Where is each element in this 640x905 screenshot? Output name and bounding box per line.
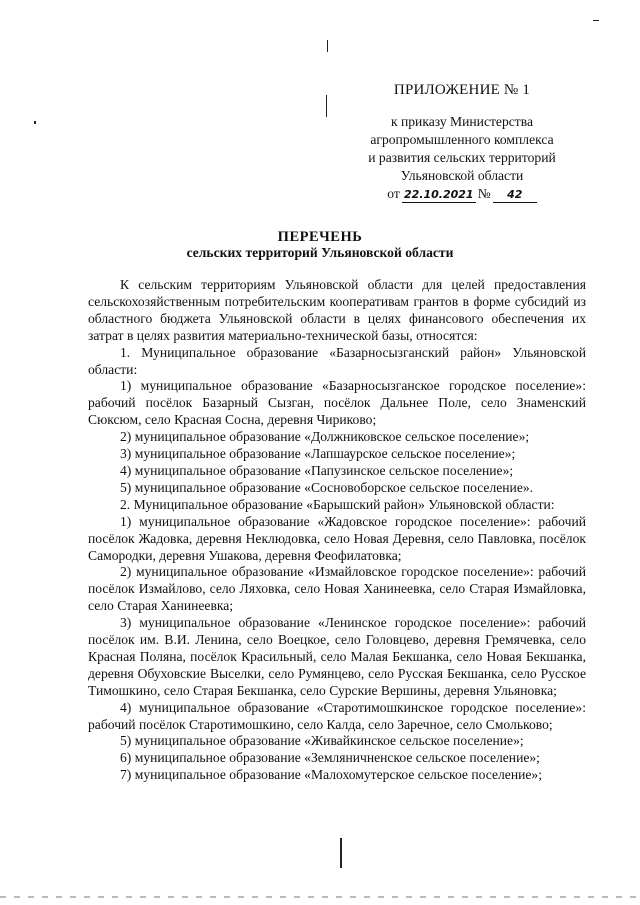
paragraph: 5) муниципальное образование «Живайкинское сельское поселение»; (120, 733, 524, 749)
paragraph: 1. Муниципальное образование «Базарносызганский район» Ульяновской области: (88, 344, 586, 377)
paragraph: 1) муниципальное образование «Жадовское городское поселение»: рабочий посёлок Жадовка, деревня Неклюдовка, село Новая Деревня, село Павловка, посёлок Самородки, деревня Ушакова, деревня Феофилатовка; (88, 513, 586, 563)
handwritten-date: 22.10.2021 (402, 188, 476, 203)
document-body (88, 277, 586, 784)
scan-mark (327, 40, 328, 52)
document-title: ПЕРЕЧЕНЬ (277, 229, 363, 245)
paragraph: 6) муниципальное образование «Земляничненское сельское поселение»; (120, 750, 540, 766)
scan-mark (340, 838, 342, 868)
handwritten-number: 42 (493, 188, 537, 203)
paragraph: 7) муниципальное образование «Малохомутерское сельское поселение»; (120, 767, 542, 783)
paragraph: 2) муниципальное образование «Должниковское сельское поселение»; (120, 429, 530, 445)
paragraph: 1) муниципальное образование «Базарносызганское городское поселение»: рабочий посёлок Базарный Сызган, посёлок Дальнее Поле, село Знаменский Сюксюм, село Красная Сосна, деревня Чириково; (88, 378, 586, 428)
order-reference (352, 113, 572, 203)
number-label: № (477, 186, 491, 201)
paragraph: 3) муниципальное образование «Лапшаурское сельское поселение»; (120, 446, 516, 462)
scan-mark (593, 20, 599, 21)
paragraph: 2) муниципальное образование «Измайловское городское поселение»: рабочий посёлок Измайлово, село Ляховка, село Новая Ханинеевка, село Старая Измайловка, село Старая Ханинеевка; (88, 564, 586, 614)
scan-mark (34, 121, 36, 124)
paragraph: 4) муниципальное образование «Папузинское сельское поселение»; (120, 462, 514, 478)
paragraph: К сельским территориям Ульяновской области для целей предоставления сельскохозяйственным потребительским кооперативам грантов в форме субсидий из областного бюджета Ульяновской области в целях финансового обеспечения их затрат в целях развития материально-технической базы, относятся: (88, 277, 586, 343)
order-line: Ульяновской области (400, 168, 524, 183)
annex-heading: ПРИЛОЖЕНИЕ № 1 (393, 82, 531, 98)
scan-edge (0, 896, 640, 898)
paragraph: 2. Муниципальное образование «Барышский район» Ульяновской области: (120, 496, 555, 512)
paragraph: 5) муниципальное образование «Сосновоборское сельское поселение». (120, 479, 534, 495)
scan-mark (326, 95, 327, 117)
order-line: и развития сельских территорий (368, 150, 556, 165)
date-prefix: от (387, 186, 400, 201)
paragraph: 4) муниципальное образование «Старотимошкинское городское поселение»: рабочий посёлок Старотимошкино, село Калда, село Заречное, село Смольково; (88, 699, 586, 732)
paragraph: 3) муниципальное образование «Ленинское городское поселение»: рабочий посёлок им. В.И. Ленина, село Воецкое, село Головцево, деревня Гремячевка, село Красная Поляна, посёлок Красильный, село Малая Бекшанка, село Новая Бекшанка, деревня Обуховские Выселки, село Румянцево, село Русская Бекшанка, село Русское Тимошкино, село Старая Бекшанка, село Сурские Вершины, деревня Ульяновка; (88, 615, 586, 698)
order-date-line (352, 185, 572, 203)
order-line: агропромышленного комплекса (370, 132, 554, 147)
order-line: к приказу Министерства (390, 114, 534, 129)
document-subtitle: сельских территорий Ульяновской области (186, 245, 454, 260)
